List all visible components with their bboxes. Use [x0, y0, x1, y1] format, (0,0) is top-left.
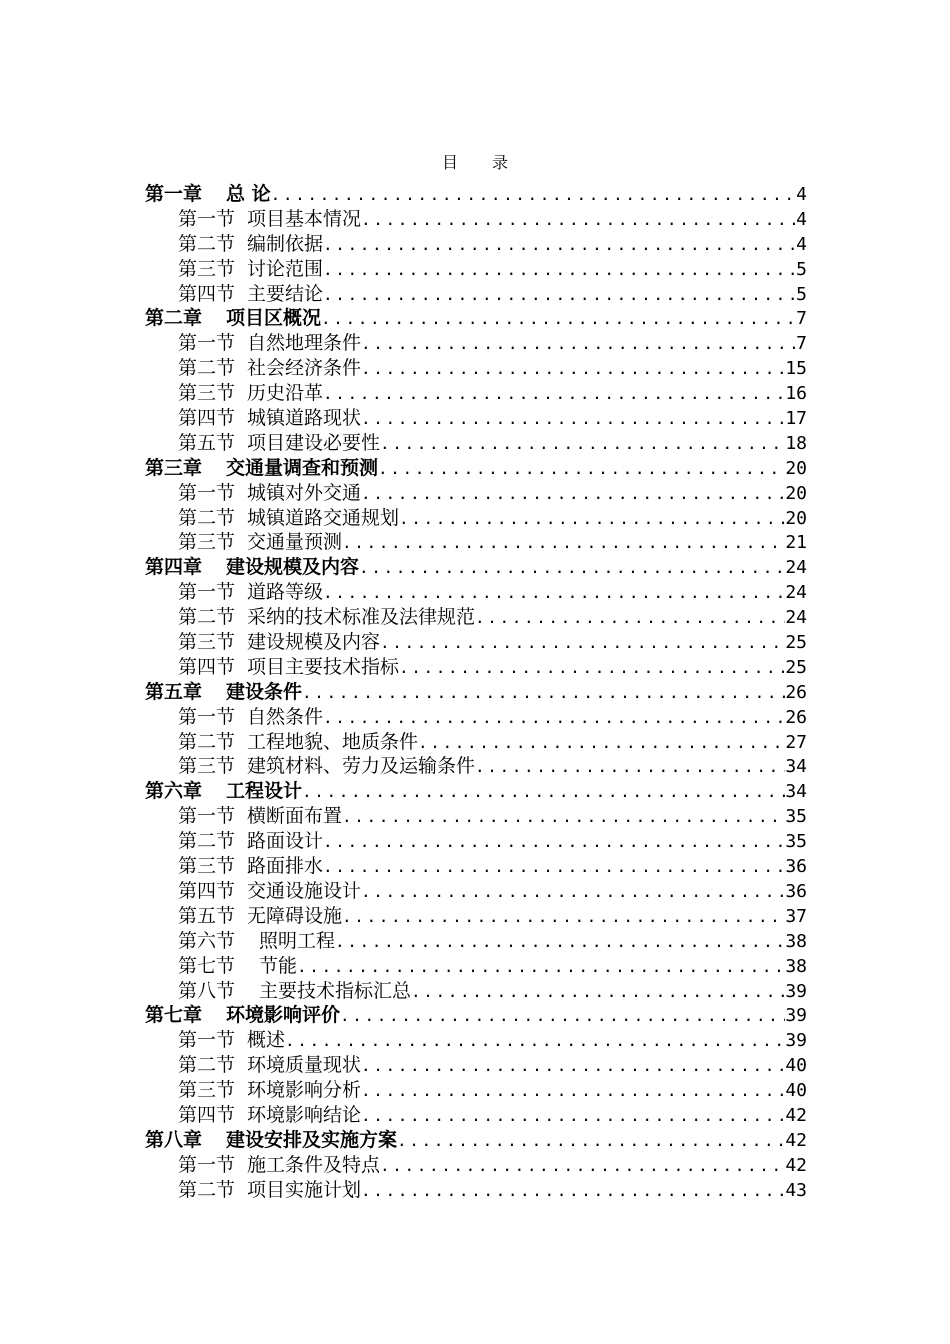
toc-chapter-entry[interactable] — [145, 1003, 807, 1028]
toc-section-entry[interactable] — [145, 381, 807, 406]
toc-entry-title: 项目实施计划 — [247, 1178, 362, 1201]
toc-leader-dots — [361, 1104, 785, 1128]
toc-entry-page: 20 — [785, 457, 807, 479]
toc-entry-page: 4 — [796, 184, 807, 205]
toc-section-entry[interactable] — [145, 1028, 807, 1053]
toc-entry-page: 42 — [785, 1104, 807, 1126]
toc-entry-title: 施工条件及特点 — [247, 1153, 381, 1176]
toc-chapter-entry[interactable] — [145, 779, 807, 804]
toc-leader-dots — [361, 407, 785, 431]
toc-entry-page: 26 — [785, 706, 807, 728]
toc-entry-number: 第七节 — [178, 954, 236, 977]
toc-entry-page: 7 — [796, 333, 807, 355]
toc-entry-number: 第三节 — [178, 855, 236, 878]
toc-entry-title: 建筑材料、劳力及运输条件 — [247, 755, 476, 778]
toc-leader-dots — [302, 780, 785, 804]
toc-leader-dots — [361, 332, 796, 356]
toc-section-entry[interactable] — [145, 232, 807, 257]
toc-leader-dots — [397, 1129, 785, 1153]
toc-leader-dots — [323, 830, 785, 854]
toc-leader-dots — [361, 1079, 785, 1103]
toc-section-entry[interactable] — [145, 979, 807, 1004]
toc-entry-page: 20 — [785, 507, 807, 529]
toc-entry-title: 讨论范围 — [247, 257, 324, 280]
toc-entry-number: 第七章 — [145, 1004, 203, 1027]
toc-title-left: 目 — [441, 153, 458, 172]
toc-entry-number: 第三节 — [178, 1079, 236, 1102]
toc-leader-dots — [380, 1154, 785, 1178]
toc-entry-number: 第二章 — [145, 307, 203, 330]
toc-section-entry[interactable] — [145, 1078, 807, 1103]
toc-entry-number: 第五节 — [178, 431, 236, 454]
toc-leader-dots — [302, 681, 785, 705]
toc-leader-dots — [475, 755, 785, 779]
toc-entry-title: 交通设施设计 — [247, 879, 362, 902]
toc-entry-page: 5 — [796, 258, 807, 280]
toc-entry-title: 工程地貌、地质条件 — [247, 730, 419, 753]
toc-entry-number: 第八节 — [178, 979, 236, 1002]
toc-entry-title: 城镇道路现状 — [247, 407, 362, 430]
toc-chapter-entry[interactable] — [145, 680, 807, 705]
toc-entry-title: 自然地理条件 — [247, 332, 362, 355]
toc-entry-number: 第五章 — [145, 680, 203, 703]
table-of-contents — [145, 182, 807, 1203]
toc-entry-number: 第一节 — [178, 332, 236, 355]
toc-leader-dots — [361, 482, 785, 506]
toc-entry-title: 工程设计 — [226, 780, 303, 803]
toc-entry-number: 第一节 — [178, 805, 236, 828]
toc-entry-page: 34 — [785, 756, 807, 778]
toc-leader-dots — [361, 208, 796, 232]
toc-entry-page: 24 — [785, 582, 807, 604]
toc-section-entry[interactable] — [145, 1103, 807, 1128]
toc-section-entry[interactable] — [145, 282, 807, 307]
toc-entry-title: 社会经济条件 — [247, 357, 362, 380]
toc-entry-number: 第一节 — [178, 481, 236, 504]
toc-entry-page: 35 — [785, 806, 807, 828]
toc-entry-page: 26 — [785, 681, 807, 703]
toc-entry-number: 第四节 — [178, 1103, 236, 1126]
toc-entry-page: 4 — [796, 208, 807, 230]
toc-entry-page: 15 — [785, 358, 807, 380]
toc-section-entry[interactable] — [145, 506, 807, 531]
toc-entry-number: 第二节 — [178, 606, 236, 629]
toc-section-entry[interactable] — [145, 207, 807, 232]
toc-section-entry[interactable] — [145, 530, 807, 555]
toc-entry-page: 36 — [785, 880, 807, 902]
toc-section-entry[interactable] — [145, 854, 807, 879]
toc-entry-number: 第一节 — [178, 207, 236, 230]
toc-entry-title: 项目区概况 — [226, 307, 322, 330]
toc-entry-page: 18 — [785, 432, 807, 454]
toc-leader-dots — [323, 258, 796, 282]
toc-leader-dots — [380, 631, 785, 655]
toc-section-entry[interactable] — [145, 630, 807, 655]
toc-entry-page: 40 — [785, 1080, 807, 1102]
toc-chapter-entry[interactable] — [145, 182, 807, 207]
toc-entry-title: 编制依据 — [247, 232, 324, 255]
toc-entry-page: 5 — [796, 283, 807, 305]
toc-section-entry[interactable] — [145, 705, 807, 730]
toc-entry-title: 历史沿革 — [247, 382, 324, 405]
toc-entry-number: 第六章 — [145, 780, 203, 803]
toc-entry-title: 总 论 — [226, 183, 271, 205]
toc-leader-dots — [335, 930, 785, 954]
toc-entry-page: 42 — [785, 1129, 807, 1151]
toc-entry-title: 项目基本情况 — [247, 207, 362, 230]
toc-entry-page: 39 — [785, 1005, 807, 1027]
toc-entry-number: 第三节 — [178, 631, 236, 654]
toc-section-entry[interactable] — [145, 257, 807, 282]
toc-entry-title: 城镇道路交通规划 — [247, 506, 400, 529]
toc-entry-number: 第一章 — [145, 183, 203, 205]
toc-section-entry[interactable] — [145, 406, 807, 431]
toc-entry-page: 27 — [785, 731, 807, 753]
toc-entry-number: 第二节 — [178, 830, 236, 853]
toc-leader-dots — [297, 955, 785, 979]
toc-section-entry[interactable] — [145, 754, 807, 779]
toc-entry-title: 城镇对外交通 — [247, 481, 362, 504]
toc-entry-number: 第二节 — [178, 1054, 236, 1077]
toc-entry-number: 第二节 — [178, 506, 236, 529]
toc-entry-number: 第二节 — [178, 232, 236, 255]
toc-entry-page: 4 — [796, 233, 807, 255]
toc-chapter-entry[interactable] — [145, 555, 807, 580]
toc-entry-title: 采纳的技术标准及法律规范 — [247, 606, 476, 629]
toc-leader-dots — [380, 432, 785, 456]
toc-leader-dots — [475, 606, 785, 630]
toc-leader-dots — [418, 731, 785, 755]
toc-entry-title: 环境影响分析 — [247, 1079, 362, 1102]
toc-section-entry[interactable] — [145, 879, 807, 904]
toc-entry-page: 40 — [785, 1055, 807, 1077]
toc-entry-page: 16 — [785, 383, 807, 405]
toc-entry-page: 34 — [785, 781, 807, 803]
toc-entry-number: 第三节 — [178, 531, 236, 554]
toc-entry-number: 第四节 — [178, 879, 236, 902]
toc-leader-dots — [359, 556, 785, 580]
toc-entry-number: 第五节 — [178, 904, 236, 927]
toc-section-entry[interactable] — [145, 356, 807, 381]
toc-section-entry[interactable] — [145, 431, 807, 456]
toc-entry-title: 环境影响结论 — [247, 1103, 362, 1126]
toc-entry-page: 21 — [785, 532, 807, 554]
toc-entry-page: 7 — [796, 308, 807, 330]
toc-entry-page: 24 — [785, 607, 807, 629]
toc-entry-page: 35 — [785, 831, 807, 853]
toc-entry-number: 第四节 — [178, 407, 236, 430]
toc-entry-number: 第一节 — [178, 581, 236, 604]
toc-entry-title: 路面排水 — [247, 855, 324, 878]
toc-entry-title: 主要结论 — [247, 282, 324, 305]
toc-section-entry[interactable] — [145, 829, 807, 854]
toc-section-entry[interactable] — [145, 1153, 807, 1178]
toc-section-entry[interactable] — [145, 655, 807, 680]
toc-entry-page: 38 — [785, 955, 807, 977]
toc-entry-title: 环境质量现状 — [247, 1054, 362, 1077]
toc-leader-dots — [323, 855, 785, 879]
toc-title — [0, 150, 950, 173]
toc-chapter-entry[interactable] — [145, 1128, 807, 1153]
toc-section-entry[interactable] — [145, 481, 807, 506]
toc-entry-title: 自然条件 — [247, 705, 324, 728]
toc-entry-title: 横断面布置 — [247, 805, 343, 828]
toc-leader-dots — [342, 805, 785, 829]
toc-entry-page: 37 — [785, 905, 807, 927]
toc-entry-title: 主要技术指标汇总 — [259, 979, 412, 1002]
toc-chapter-entry[interactable] — [145, 306, 807, 331]
toc-entry-number: 第二节 — [178, 357, 236, 380]
toc-leader-dots — [378, 457, 785, 481]
toc-section-entry[interactable] — [145, 331, 807, 356]
toc-entry-title: 节能 — [259, 954, 298, 977]
toc-entry-title: 建设规模及内容 — [247, 631, 381, 654]
toc-entry-title: 交通量预测 — [247, 531, 343, 554]
toc-entry-title: 照明工程 — [259, 929, 336, 952]
toc-section-entry[interactable] — [145, 580, 807, 605]
toc-entry-number: 第三节 — [178, 382, 236, 405]
toc-entry-title: 概述 — [247, 1029, 286, 1052]
toc-entry-title: 建设条件 — [226, 680, 303, 703]
toc-entry-page: 39 — [785, 980, 807, 1002]
toc-entry-page: 43 — [785, 1179, 807, 1201]
toc-leader-dots — [323, 233, 796, 257]
toc-entry-number: 第二节 — [178, 1178, 236, 1201]
toc-entry-page: 38 — [785, 930, 807, 952]
toc-entry-title: 建设规模及内容 — [226, 556, 360, 579]
toc-leader-dots — [411, 980, 785, 1004]
toc-leader-dots — [361, 1179, 785, 1203]
toc-section-entry[interactable] — [145, 1053, 807, 1078]
toc-entry-number: 第四节 — [178, 282, 236, 305]
toc-entry-number: 第六节 — [178, 929, 236, 952]
toc-leader-dots — [285, 1029, 785, 1053]
toc-entry-page: 39 — [785, 1030, 807, 1052]
toc-leader-dots — [399, 507, 785, 531]
toc-leader-dots — [323, 382, 785, 406]
toc-section-entry[interactable] — [145, 904, 807, 929]
toc-leader-dots — [323, 706, 785, 730]
toc-entry-number: 第一节 — [178, 1153, 236, 1176]
toc-entry-page: 36 — [785, 856, 807, 878]
toc-entry-page: 42 — [785, 1154, 807, 1176]
toc-leader-dots — [321, 307, 796, 331]
toc-leader-dots — [323, 283, 796, 307]
toc-entry-number: 第二节 — [178, 730, 236, 753]
toc-entry-title: 环境影响评价 — [226, 1004, 341, 1027]
toc-entry-title: 道路等级 — [247, 581, 324, 604]
toc-section-entry[interactable] — [145, 605, 807, 630]
toc-section-entry[interactable] — [145, 929, 807, 954]
toc-entry-title: 路面设计 — [247, 830, 324, 853]
toc-entry-number: 第四章 — [145, 556, 203, 579]
toc-entry-title: 建设安排及实施方案 — [226, 1128, 398, 1151]
toc-section-entry[interactable] — [145, 954, 807, 979]
toc-chapter-entry[interactable] — [145, 456, 807, 481]
toc-leader-dots — [340, 1004, 785, 1028]
toc-entry-page: 24 — [785, 557, 807, 579]
toc-entry-page: 20 — [785, 482, 807, 504]
toc-leader-dots — [361, 1054, 785, 1078]
toc-entry-number: 第三节 — [178, 755, 236, 778]
toc-title-right: 录 — [492, 153, 509, 172]
toc-entry-page: 25 — [785, 632, 807, 654]
toc-entry-number: 第一节 — [178, 705, 236, 728]
toc-leader-dots — [361, 357, 785, 381]
toc-entry-title: 交通量调查和预测 — [226, 456, 379, 479]
toc-entry-number: 第八章 — [145, 1128, 203, 1151]
toc-section-entry[interactable] — [145, 730, 807, 755]
toc-section-entry[interactable] — [145, 804, 807, 829]
toc-leader-dots — [342, 905, 785, 929]
toc-leader-dots — [399, 656, 785, 680]
toc-entry-number: 第四节 — [178, 655, 236, 678]
toc-leader-dots — [323, 581, 785, 605]
toc-entry-title: 项目建设必要性 — [247, 431, 381, 454]
toc-entry-number: 第三节 — [178, 257, 236, 280]
toc-entry-number: 第一节 — [178, 1029, 236, 1052]
toc-section-entry[interactable] — [145, 1178, 807, 1203]
toc-leader-dots — [342, 531, 785, 555]
toc-entry-title: 项目主要技术指标 — [247, 655, 400, 678]
toc-entry-page: 25 — [785, 656, 807, 678]
toc-entry-title: 无障碍设施 — [247, 904, 343, 927]
toc-leader-dots — [271, 183, 797, 207]
toc-leader-dots — [361, 880, 785, 904]
toc-entry-page: 17 — [785, 408, 807, 430]
toc-entry-number: 第三章 — [145, 456, 203, 479]
